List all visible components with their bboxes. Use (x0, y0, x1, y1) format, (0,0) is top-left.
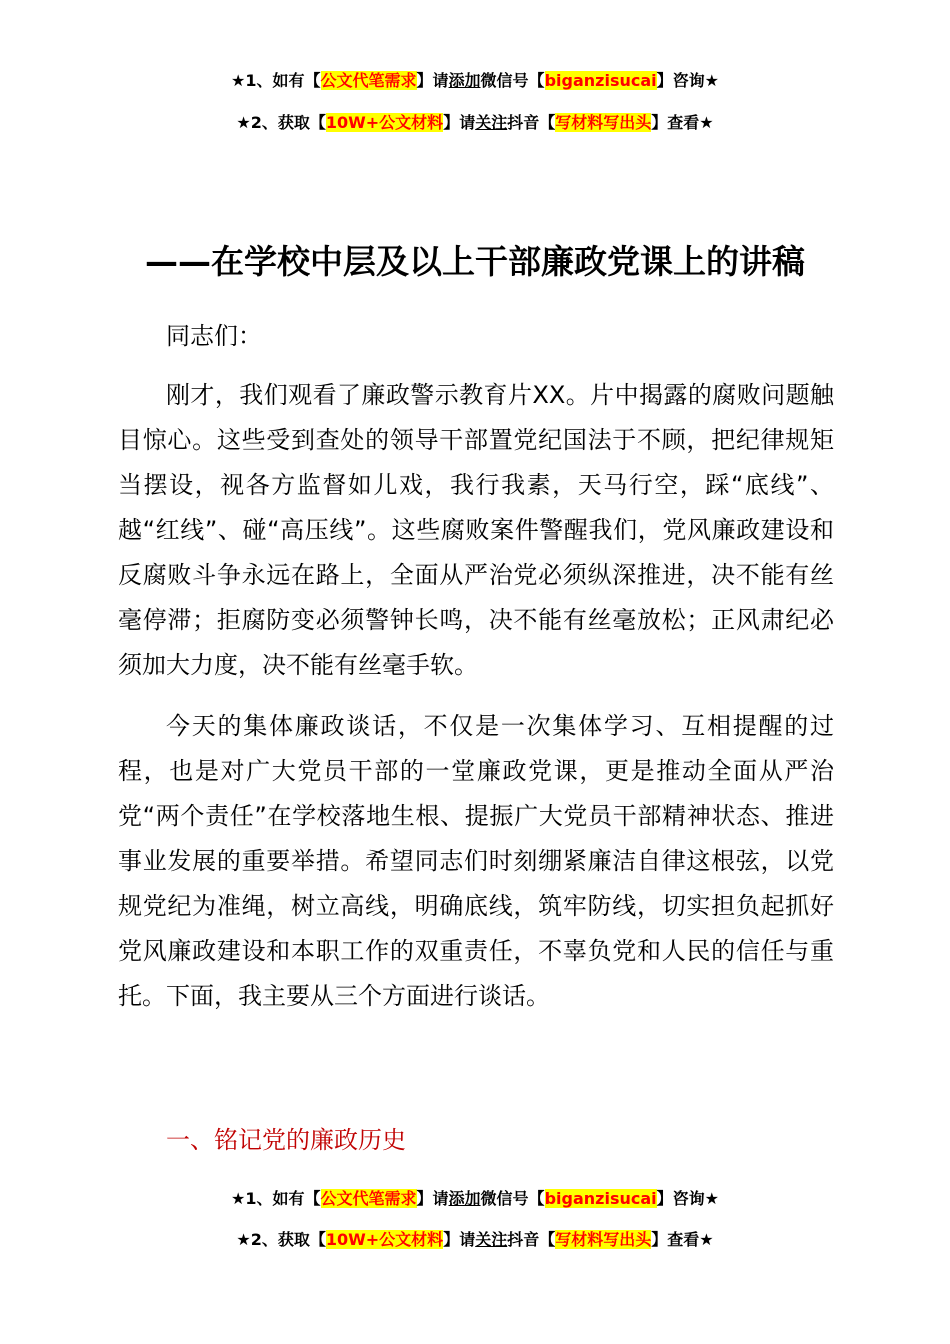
ad-text: ★1、如有【 (231, 71, 321, 90)
ad-text: 】请 (416, 71, 449, 90)
top-ad-line-2 (0, 112, 950, 134)
ad-text: ★1、如有【 (231, 1189, 321, 1208)
ad-text: 】咨询★ (656, 71, 719, 90)
ad-text: 】查看★ (651, 113, 714, 132)
ad-underline-follow: 关注 (475, 113, 508, 132)
bottom-ad-line-1 (0, 1188, 950, 1210)
ad-highlight-materials: 10W+公文材料 (325, 1230, 444, 1249)
top-ad-line-1 (0, 70, 950, 92)
ad-text: 】请 (443, 1230, 476, 1249)
ad-highlight-wechat-id: biganzisucai (544, 1189, 657, 1208)
ad-text: ★2、获取【 (236, 1230, 326, 1249)
ad-highlight-douyin: 写材料写出头 (555, 113, 652, 132)
ad-text: 】请 (443, 113, 476, 132)
ad-text: 微信号【 (480, 71, 545, 90)
ad-text: 微信号【 (480, 1189, 545, 1208)
ad-text: 】咨询★ (656, 1189, 719, 1208)
ad-text: 】请 (416, 1189, 449, 1208)
ad-highlight-service: 公文代笔需求 (320, 1189, 417, 1208)
greeting: 同志们： (166, 322, 262, 350)
paragraph-2: 今天的集体廉政谈话，不仅是一次集体学习、互相提醒的过程，也是对广大党员干部的一堂廉政党课，更是推动全面从严治党“两个责任”在学校落地生根、提振广大党员干部精神状态、推进事业发展的重要举措。希望同志们时刻绷紧廉洁自律这根弦，以党规党纪为准绳，树立高线，明确底线，筑牢防线，切实担负起抓好党风廉政建设和本职工作的双重责任，不辜负党和人民的信任与重托。下面，我主要从三个方面进行谈话。 (118, 712, 834, 1010)
document-body (118, 314, 834, 1035)
ad-text: 】查看★ (651, 1230, 714, 1249)
bottom-ad-line-2 (0, 1229, 950, 1251)
ad-underline-add: 添加 (448, 71, 481, 90)
ad-text: 抖音【 (507, 113, 556, 132)
ad-highlight-materials: 10W+公文材料 (325, 113, 444, 132)
ad-highlight-douyin: 写材料写出头 (555, 1230, 652, 1249)
ad-underline-add: 添加 (448, 1189, 481, 1208)
ad-text: ★2、获取【 (236, 113, 326, 132)
ad-highlight-wechat-id: biganzisucai (544, 71, 657, 90)
section-heading-1: 一、铭记党的廉政历史 (166, 1126, 406, 1154)
ad-highlight-service: 公文代笔需求 (320, 71, 417, 90)
document-title: ——在学校中层及以上干部廉政党课上的讲稿 (145, 242, 805, 281)
ad-text: 抖音【 (507, 1230, 556, 1249)
ad-underline-follow: 关注 (475, 1230, 508, 1249)
paragraph-1: 刚才，我们观看了廉政警示教育片XX。片中揭露的腐败问题触目惊心。这些受到查处的领导干部置党纪国法于不顾，把纪律规矩当摆设，视各方监督如儿戏，我行我素，天马行空，踩“底线”、越“红线”、碰“高压线”。这些腐败案件警醒我们，党风廉政建设和反腐败斗争永远在路上，全面从严治党必须纵深推进，决不能有丝毫停滞；拒腐防变必须警钟长鸣，决不能有丝毫放松；正风肃纪必须加大力度，决不能有丝毫手软。 (118, 381, 834, 679)
